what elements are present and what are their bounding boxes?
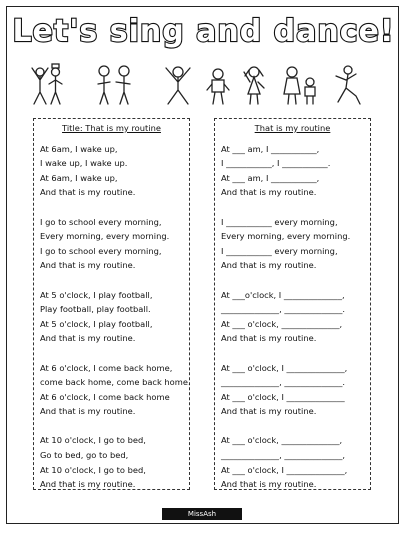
dancer-figure-1: [32, 68, 48, 104]
blank-line: And that is my routine.: [221, 333, 317, 344]
page-title: Let's sing and dance!: [12, 14, 395, 49]
blank-line: At ___ am, I ___________,: [221, 143, 320, 154]
girl-figure: [244, 67, 264, 104]
blank-line: I ___________ every morning,: [221, 245, 338, 256]
blank-line: I ___________, I ___________.: [221, 158, 331, 169]
lyric-line: At 6 o'clock, I come back home: [40, 391, 170, 402]
blank-line: I ___________ every morning,: [221, 216, 338, 227]
blank-line: And that is my routine.: [221, 187, 317, 198]
blank-line: At ___o'clock, I ______________,: [221, 289, 345, 300]
lyric-line: Go to bed, go to bed,: [40, 450, 129, 461]
blank-line: And that is my routine.: [221, 406, 317, 417]
verse-1: [40, 142, 189, 200]
jumping-figure: [166, 67, 190, 104]
lyric-line: I go to school every morning,: [40, 216, 162, 227]
blank-line: And that is my routine.: [221, 479, 317, 490]
blank-line: ______________, ______________.: [221, 377, 346, 388]
lyric-line: come back home, come back home.: [40, 377, 191, 388]
lyric-line: At 5 o'clock, I play football,: [40, 318, 153, 329]
friends-figure: [98, 66, 130, 104]
lyric-line: I wake up, I wake up.: [40, 158, 128, 169]
lyric-line: And that is my routine.: [40, 260, 136, 271]
lyric-line: I go to school every morning,: [40, 245, 162, 256]
verse-2: [40, 215, 189, 273]
blank-line: ______________, ______________.: [221, 304, 346, 315]
lyric-line: At 5 o'clock, I play football,: [40, 289, 153, 300]
blank-line: At ___ o'clock, I ______________,: [221, 362, 348, 373]
lyric-line: At 6 o'clock, I come back home,: [40, 362, 173, 373]
verse-3: [40, 288, 189, 346]
verse-1: [221, 142, 370, 200]
lyric-line: And that is my routine.: [40, 333, 136, 344]
worksheet-title: That is my routine: [254, 123, 331, 133]
dancer-figure-3: [336, 66, 360, 104]
verse-2: [221, 215, 370, 273]
blank-line: At ___ o'clock, I ______________,: [221, 464, 348, 475]
blank-line: And that is my routine.: [221, 260, 317, 271]
lyric-line: And that is my routine.: [40, 406, 136, 417]
dancer-figure-2: [49, 64, 62, 104]
song-lyrics-column: [33, 118, 190, 490]
fill-in-blanks-column: [214, 118, 371, 490]
lyric-line: And that is my routine.: [40, 187, 136, 198]
lyric-line: And that is my routine.: [40, 479, 136, 490]
verse-3: [221, 288, 370, 346]
kids-figure: [284, 67, 315, 104]
lyric-line: At 6am, I wake up,: [40, 143, 118, 154]
dancing-figures-illustration: [0, 62, 407, 108]
blank-line: ______________, ______________,: [221, 450, 346, 461]
verse-5: [221, 433, 370, 491]
blank-line: At ___ o'clock, I ______________: [221, 391, 345, 402]
blank-line: At ___ am, I ___________,: [221, 172, 320, 183]
verse-5: [40, 433, 189, 491]
blank-line: Every morning, every morning.: [221, 231, 351, 242]
author-credit: MissAsh: [162, 508, 242, 520]
song-title: Title: That is my routine: [62, 123, 161, 133]
lyric-line: At 10 o'clock, I go to bed,: [40, 435, 146, 446]
verse-4: [221, 361, 370, 419]
child-figure: [207, 69, 229, 104]
lyric-line: At 6am, I wake up,: [40, 172, 118, 183]
blank-line: At ___ o'clock, ______________,: [221, 318, 343, 329]
lyric-line: At 10 o'clock, I go to bed,: [40, 464, 146, 475]
lyric-line: Every morning, every morning.: [40, 231, 170, 242]
lyric-line: Play football, play football.: [40, 304, 151, 315]
blank-line: At ___ o'clock, ______________,: [221, 435, 343, 446]
verse-4: [40, 361, 189, 419]
